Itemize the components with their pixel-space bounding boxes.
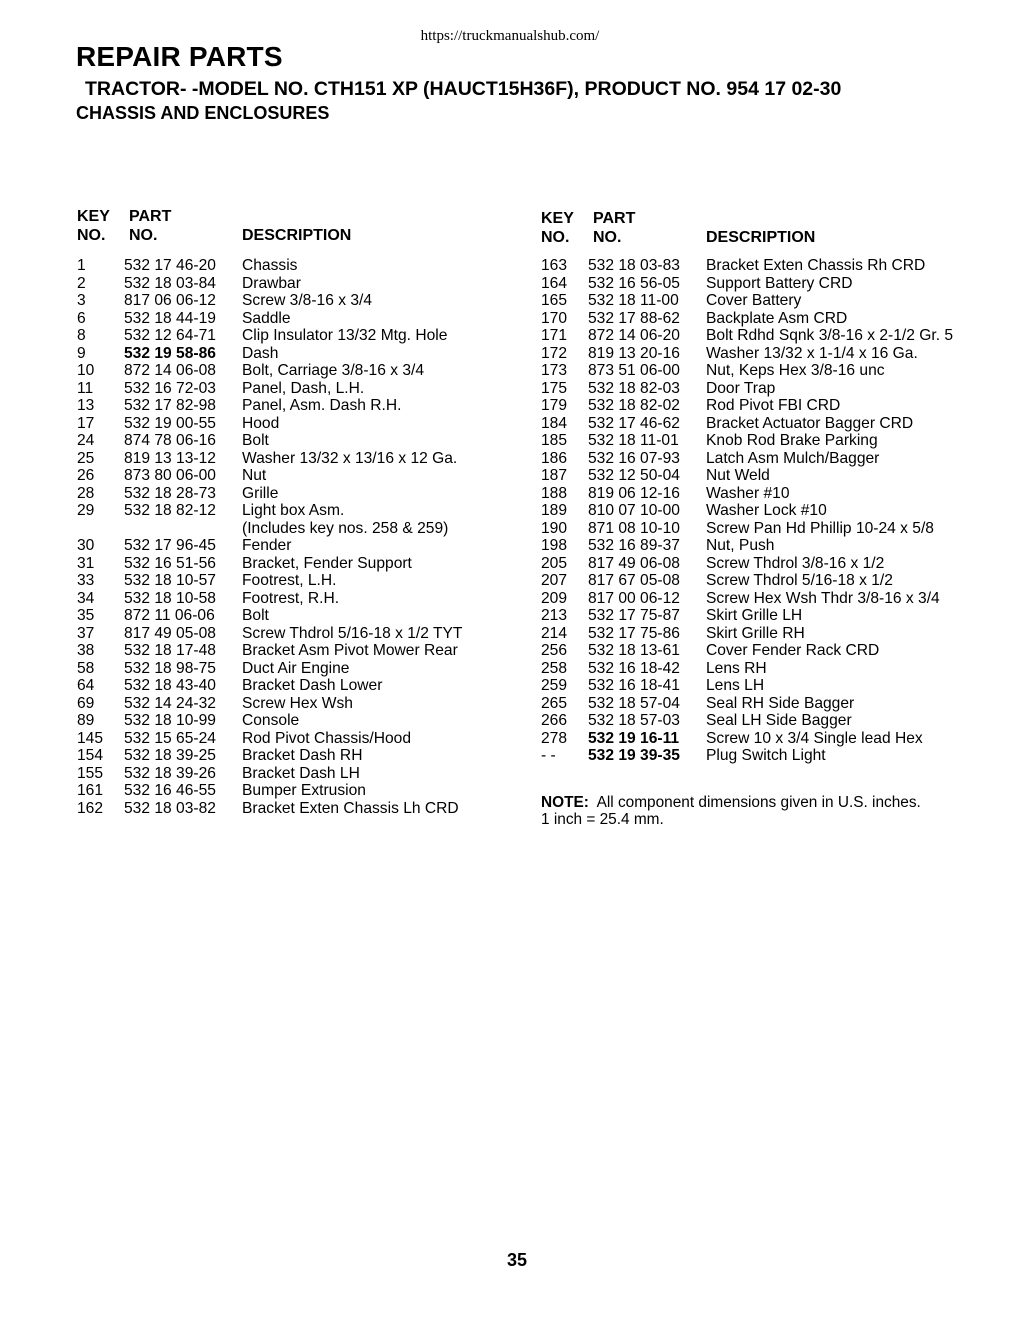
- part-no: 532 18 13-61: [588, 642, 680, 659]
- table-row: [541, 310, 1001, 328]
- part-description: Bumper Extrusion: [242, 782, 366, 799]
- table-row: [541, 380, 1001, 398]
- table-row: [541, 502, 1001, 520]
- part-no: 532 18 82-02: [588, 397, 680, 414]
- part-no: 532 18 43-40: [124, 677, 216, 694]
- part-no: 817 49 06-08: [588, 554, 680, 572]
- part-no: 532 19 39-35: [588, 747, 680, 764]
- part-description: Seal LH Side Bagger: [706, 712, 852, 729]
- part-description: Light box Asm.: [242, 502, 345, 519]
- part-no: 532 18 39-26: [124, 764, 216, 782]
- part-description: Lens RH: [706, 659, 767, 677]
- source-url: https://truckmanualshub.com/: [420, 28, 600, 44]
- key-no: 89: [77, 712, 95, 729]
- key-no: 186: [541, 449, 568, 467]
- part-description: Bolt: [242, 607, 269, 624]
- part-description: Nut, Keps Hex 3/8-16 unc: [706, 362, 885, 379]
- table-row: [77, 642, 517, 660]
- table-row: [77, 502, 517, 520]
- key-no: 34: [77, 589, 95, 607]
- key-no: 6: [77, 309, 86, 327]
- part-no: 532 18 11-00: [588, 292, 679, 309]
- part-description: Footrest, L.H.: [242, 572, 337, 589]
- table-row: [77, 275, 517, 293]
- key-no: 163: [541, 257, 568, 274]
- table-row: [77, 782, 517, 800]
- part-description: Bolt Rdhd Sqnk 3/8-16 x 2-1/2 Gr. 5: [706, 327, 954, 344]
- table-row: [77, 537, 517, 555]
- part-description: Chassis: [242, 257, 298, 274]
- key-no: 161: [77, 782, 104, 799]
- part-no: 873 80 06-00: [124, 467, 216, 484]
- part-description: Screw 3/8-16 x 3/4: [242, 292, 373, 309]
- note-conversion: 1 inch = 25.4 mm.: [541, 811, 664, 828]
- table-row: [541, 467, 1001, 485]
- part-no: 532 16 07-93: [588, 449, 680, 467]
- key-no: 171: [541, 327, 568, 344]
- key-no: 28: [77, 484, 95, 502]
- part-description: Screw Thdrol 3/8-16 x 1/2: [706, 554, 885, 572]
- part-description: Bracket Dash Lower: [242, 677, 383, 694]
- part-description: Support Battery CRD: [706, 274, 853, 292]
- part-no: 532 17 88-62: [588, 309, 680, 327]
- part-no: 532 18 10-57: [124, 572, 216, 589]
- key-no: 13: [77, 397, 95, 414]
- page-number: 35: [506, 1250, 528, 1270]
- part-description: Latch Asm Mulch/Bagger: [706, 449, 880, 467]
- part-no: 532 18 28-73: [124, 484, 216, 502]
- key-no: 37: [77, 624, 95, 642]
- part-description: Washer #10: [706, 484, 790, 502]
- key-header-line1: KEY: [541, 210, 574, 227]
- key-no: 8: [77, 327, 86, 344]
- note-text: All component dimensions given in U.S. inches.: [596, 793, 921, 811]
- part-description: Footrest, R.H.: [242, 589, 340, 607]
- part-description: Saddle: [242, 309, 291, 327]
- part-description: Bracket, Fender Support: [242, 554, 412, 572]
- part-no: 532 18 03-83: [588, 257, 680, 274]
- right-rows: [541, 257, 1001, 765]
- table-row: [77, 712, 517, 730]
- table-row: [77, 572, 517, 590]
- key-no: 172: [541, 344, 568, 362]
- part-description: Rod Pivot Chassis/Hood: [242, 729, 412, 747]
- part-description: Nut Weld: [706, 467, 770, 484]
- key-no: 198: [541, 537, 568, 554]
- part-description: Plug Switch Light: [706, 747, 826, 764]
- table-row: [541, 537, 1001, 555]
- table-row: [77, 695, 517, 713]
- table-row: [77, 800, 517, 818]
- section-title: CHASSIS AND ENCLOSURES: [76, 103, 330, 123]
- key-no: 209: [541, 589, 568, 607]
- table-row: [541, 257, 1001, 275]
- key-no: 155: [77, 764, 104, 782]
- part-no: 532 16 89-37: [588, 537, 680, 554]
- part-description: Bracket Exten Chassis Rh CRD: [706, 257, 926, 274]
- part-no: 810 07 10-00: [588, 502, 680, 519]
- part-description: Backplate Asm CRD: [706, 309, 848, 327]
- part-no: 817 06 06-12: [124, 292, 216, 309]
- key-no: 258: [541, 659, 568, 677]
- part-no: 532 18 03-84: [124, 274, 216, 292]
- table-row: [77, 590, 517, 608]
- part-description: Fender: [242, 537, 292, 554]
- part-no: 872 14 06-08: [124, 362, 216, 379]
- key-no: 35: [77, 607, 95, 624]
- key-no: 205: [541, 554, 568, 572]
- part-no: 532 17 75-87: [588, 607, 680, 624]
- key-no: 17: [77, 414, 95, 432]
- key-no: 213: [541, 607, 568, 624]
- table-row: [77, 362, 517, 380]
- part-no: 532 19 16-11: [588, 729, 680, 747]
- key-no: 11: [77, 379, 94, 397]
- table-row: [77, 450, 517, 468]
- table-row: [77, 380, 517, 398]
- part-no: 532 17 46-20: [124, 257, 216, 274]
- part-header-line1: PART: [593, 210, 636, 227]
- key-no: 265: [541, 694, 568, 712]
- part-no: 532 17 75-86: [588, 624, 680, 642]
- part-description: Drawbar: [242, 274, 301, 292]
- note-label: NOTE:: [541, 793, 589, 811]
- part-description: Nut: [242, 467, 267, 484]
- table-row: [541, 590, 1001, 608]
- key-no: 179: [541, 397, 568, 414]
- table-row: [541, 695, 1001, 713]
- key-no: 145: [77, 729, 104, 747]
- part-description: Washer 13/32 x 1-1/4 x 16 Ga.: [706, 344, 918, 362]
- part-no: 871 08 10-10: [588, 519, 680, 537]
- part-description: Bracket Dash RH: [242, 747, 363, 764]
- table-row: [77, 677, 517, 695]
- part-no: 532 18 17-48: [124, 642, 216, 659]
- key-no: 259: [541, 677, 568, 694]
- table-row: [541, 625, 1001, 643]
- part-no: 872 11 06-06: [124, 607, 215, 624]
- key-no: 10: [77, 362, 95, 379]
- key-no: 29: [77, 502, 95, 519]
- key-no: 33: [77, 572, 95, 589]
- key-no: 256: [541, 642, 568, 659]
- part-description: Grille: [242, 484, 279, 502]
- part-description: Nut, Push: [706, 537, 775, 554]
- part-description: Skirt Grille LH: [706, 607, 803, 624]
- table-row: [77, 432, 517, 450]
- table-row: [77, 397, 517, 415]
- key-no: 164: [541, 274, 568, 292]
- part-no: 532 17 96-45: [124, 537, 216, 554]
- part-no: 532 16 56-05: [588, 274, 680, 292]
- part-no: 532 17 46-62: [588, 414, 680, 432]
- parts-table-right: [541, 210, 1001, 829]
- table-row: [541, 660, 1001, 678]
- key-no: 173: [541, 362, 568, 379]
- part-description: Screw Hex Wsh Thdr 3/8-16 x 3/4: [706, 589, 940, 607]
- part-no: 819 13 20-16: [588, 344, 680, 362]
- part-description: Bracket Dash LH: [242, 764, 360, 782]
- part-header-line2: NO.: [129, 227, 158, 244]
- key-no: 64: [77, 677, 95, 694]
- part-no: 532 17 82-98: [124, 397, 216, 414]
- part-no: 532 18 10-99: [124, 712, 216, 729]
- table-row: [541, 275, 1001, 293]
- key-no: 69: [77, 694, 95, 712]
- part-no: 817 67 05-08: [588, 572, 680, 589]
- part-description: Door Trap: [706, 379, 776, 397]
- key-no: 2: [77, 274, 86, 292]
- table-row: [77, 660, 517, 678]
- part-no: 532 14 24-32: [124, 694, 216, 712]
- table-row: [541, 397, 1001, 415]
- key-header-line2: NO.: [77, 227, 106, 244]
- table-header: [77, 208, 517, 246]
- parts-table-left: [77, 208, 517, 817]
- part-description: (Includes key nos. 258 & 259): [242, 519, 449, 537]
- table-row: [77, 257, 517, 275]
- part-description: Bolt: [242, 432, 269, 449]
- part-description: Duct Air Engine: [242, 659, 350, 677]
- key-header-line2: NO.: [541, 229, 570, 246]
- part-no: 532 18 98-75: [124, 659, 216, 677]
- key-no: 189: [541, 502, 568, 519]
- part-no: 874 78 06-16: [124, 432, 216, 449]
- table-row: [77, 415, 517, 433]
- part-description: Skirt Grille RH: [706, 624, 805, 642]
- part-no: 532 18 39-25: [124, 747, 216, 764]
- table-row: [541, 292, 1001, 310]
- page-title: REPAIR PARTS: [76, 41, 283, 72]
- part-no: 817 00 06-12: [588, 589, 680, 607]
- table-row: [541, 450, 1001, 468]
- key-no: 24: [77, 432, 95, 449]
- table-row: [541, 642, 1001, 660]
- part-description: Clip Insulator 13/32 Mtg. Hole: [242, 327, 448, 344]
- table-row: [541, 432, 1001, 450]
- part-no: 532 18 10-58: [124, 589, 216, 607]
- part-no: 817 49 05-08: [124, 624, 216, 642]
- key-no: 175: [541, 379, 568, 397]
- key-no: 214: [541, 624, 568, 642]
- table-row: [77, 485, 517, 503]
- table-header: [541, 210, 1001, 248]
- table-row: [541, 555, 1001, 573]
- part-no: 532 16 46-55: [124, 782, 216, 799]
- key-no: 278: [541, 729, 568, 747]
- part-description: Panel, Dash, L.H.: [242, 379, 365, 397]
- table-row: [77, 607, 517, 625]
- part-description: Dash: [242, 344, 279, 362]
- part-no: 532 12 50-04: [588, 467, 680, 484]
- part-no: 532 18 82-03: [588, 379, 680, 397]
- part-description: Hood: [242, 414, 280, 432]
- key-no: 154: [77, 747, 104, 764]
- key-no: 26: [77, 467, 95, 484]
- part-description: Screw 10 x 3/4 Single lead Hex: [706, 729, 923, 747]
- table-row: [541, 712, 1001, 730]
- part-no: 532 19 00-55: [124, 414, 216, 432]
- table-row: [77, 747, 517, 765]
- key-no: 187: [541, 467, 568, 484]
- part-description: Bracket Asm Pivot Mower Rear: [242, 642, 458, 659]
- part-description: Screw Pan Hd Phillip 10-24 x 5/8: [706, 519, 934, 537]
- key-no: 188: [541, 484, 568, 502]
- key-no: 30: [77, 537, 95, 554]
- key-no: 58: [77, 659, 95, 677]
- part-description: Washer 13/32 x 13/16 x 12 Ga.: [242, 449, 458, 467]
- table-row: [77, 730, 517, 748]
- key-no: 25: [77, 449, 95, 467]
- key-no: 31: [77, 554, 95, 572]
- part-description: Screw Hex Wsh: [242, 694, 353, 712]
- part-no: 872 14 06-20: [588, 327, 680, 344]
- table-row: [541, 520, 1001, 538]
- part-no: 532 16 72-03: [124, 379, 216, 397]
- key-no: 162: [77, 799, 104, 817]
- part-description: Screw Thdrol 5/16-18 x 1/2 TYT: [242, 624, 463, 642]
- part-description: Bracket Actuator Bagger CRD: [706, 414, 914, 432]
- part-no: 819 06 12-16: [588, 484, 680, 502]
- part-description: Bracket Exten Chassis Lh CRD: [242, 799, 459, 817]
- table-row: [541, 415, 1001, 433]
- part-description: Screw Thdrol 5/16-18 x 1/2: [706, 572, 893, 589]
- part-no: 532 18 82-12: [124, 502, 216, 519]
- part-description: Seal RH Side Bagger: [706, 694, 855, 712]
- key-no: 207: [541, 572, 568, 589]
- key-no: 185: [541, 432, 568, 449]
- part-no: 532 18 03-82: [124, 799, 216, 817]
- part-no: 532 19 58-86: [124, 344, 216, 362]
- key-no: 3: [77, 292, 86, 309]
- table-row: [77, 625, 517, 643]
- part-header-line2: NO.: [593, 229, 622, 246]
- key-header-line1: KEY: [77, 208, 110, 225]
- part-description: Console: [242, 712, 300, 729]
- table-row: [541, 677, 1001, 695]
- table-row: [77, 345, 517, 363]
- key-no: 170: [541, 309, 568, 327]
- table-row: [541, 362, 1001, 380]
- key-no: 190: [541, 519, 568, 537]
- description-header: DESCRIPTION: [706, 229, 816, 246]
- part-description: Cover Battery: [706, 292, 802, 309]
- table-row: [541, 327, 1001, 345]
- part-no: 532 18 57-04: [588, 694, 680, 712]
- model-subtitle: TRACTOR- -MODEL NO. CTH151 XP (HAUCT15H36F), PRODUCT NO. 954 17 02-30: [85, 78, 842, 100]
- part-no: 819 13 13-12: [124, 449, 216, 467]
- part-no: 532 18 57-03: [588, 712, 680, 729]
- part-header-line1: PART: [129, 208, 172, 225]
- key-no: 266: [541, 712, 568, 729]
- table-row: [77, 292, 517, 310]
- part-no: 873 51 06-00: [588, 362, 680, 379]
- part-description: Knob Rod Brake Parking: [706, 432, 878, 449]
- part-no: 532 18 44-19: [124, 309, 216, 327]
- key-no: 1: [77, 257, 86, 274]
- part-description: Rod Pivot FBI CRD: [706, 397, 841, 414]
- key-no: - -: [541, 747, 556, 764]
- key-no: 184: [541, 414, 568, 432]
- description-header: DESCRIPTION: [242, 227, 352, 244]
- part-description: Cover Fender Rack CRD: [706, 642, 880, 659]
- part-no: 532 15 65-24: [124, 729, 216, 747]
- part-description: Washer Lock #10: [706, 502, 827, 519]
- table-row: [541, 747, 1001, 765]
- part-no: 532 16 18-41: [588, 677, 680, 694]
- key-no: 9: [77, 344, 86, 362]
- table-row: [541, 345, 1001, 363]
- table-row: [77, 555, 517, 573]
- table-row: [77, 467, 517, 485]
- key-no: 165: [541, 292, 568, 309]
- table-row: [541, 485, 1001, 503]
- part-no: 532 12 64-71: [124, 327, 216, 344]
- table-row: [77, 520, 517, 538]
- key-no: 38: [77, 642, 95, 659]
- part-description: Lens LH: [706, 677, 765, 694]
- part-no: 532 16 51-56: [124, 554, 216, 572]
- part-description: Panel, Asm. Dash R.H.: [242, 397, 402, 414]
- left-rows: [77, 257, 517, 817]
- table-row: [541, 572, 1001, 590]
- table-row: [77, 310, 517, 328]
- part-no: 532 18 11-01: [588, 432, 679, 449]
- table-row: [541, 730, 1001, 748]
- part-description: Bolt, Carriage 3/8-16 x 3/4: [242, 362, 425, 379]
- dimension-note: [541, 794, 1001, 829]
- part-no: 532 16 18-42: [588, 659, 680, 677]
- table-row: [77, 765, 517, 783]
- table-row: [77, 327, 517, 345]
- table-row: [541, 607, 1001, 625]
